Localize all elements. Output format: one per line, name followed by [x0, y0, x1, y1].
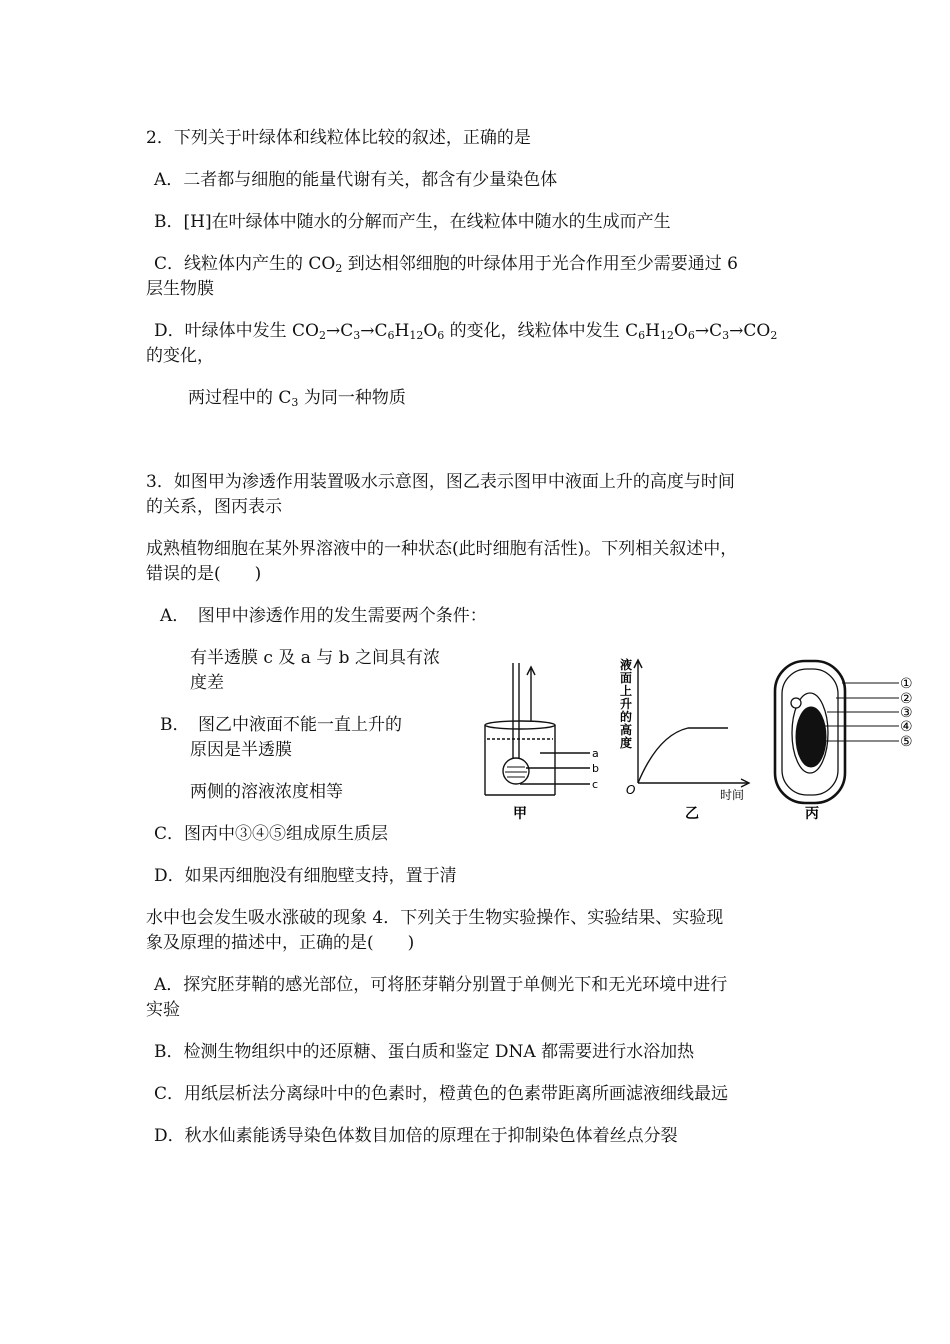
q3-option-b-cont2: 两侧的溶液浓度相等 — [190, 782, 343, 802]
q3-option-a-cont2: 度差 — [190, 673, 224, 693]
q3-option-b: B． 图乙中液面不能一直上升的 — [160, 715, 402, 735]
figure-label-1: ① — [900, 676, 913, 692]
q4-option-a: A．探究胚芽鞘的感光部位，可将胚芽鞘分别置于单侧光下和无光环境中进行 — [154, 975, 728, 995]
figure-yi-origin: O — [626, 783, 636, 797]
q2-option-a: A．二者都与细胞的能量代谢有关，都含有少量染色体 — [154, 170, 558, 190]
q4-stem: 象及原理的描述中，正确的是( ) — [146, 933, 415, 953]
q4-option-a-cont: 实验 — [146, 1000, 180, 1020]
q2-option-d-cont2: 两过程中的 $C_3$ 为同一种物质 — [188, 388, 406, 409]
q3-option-c: C．图丙中③④⑤组成原生质层 — [154, 824, 389, 844]
q2-option-c-cont: 层生物膜 — [146, 279, 214, 299]
q4-option-c: C．用纸层析法分离绿叶中的色素时，橙黄色的色素带距离所画滤液细线最远 — [154, 1084, 729, 1104]
figure-jia-apparatus — [485, 663, 590, 795]
q3-stem-4: 错误的是( ) — [146, 564, 262, 584]
q3-option-d-cont: 水中也会发生吸水涨破的现象 4．下列关于生物实验操作、实验结果、实验现 — [146, 908, 724, 928]
figure-jia-solution-b — [505, 767, 527, 777]
q2-option-c: C．线粒体内产生的 $CO_2$ 到达相邻细胞的叶绿体用于光合作用至少需要通过 6 — [154, 254, 738, 275]
q4-option-b: B．检测生物组织中的还原糖、蛋白质和鉴定 DNA 都需要进行水浴加热 — [154, 1042, 695, 1062]
figure-jia-label: 甲 — [513, 806, 527, 822]
q4-option-d: D．秋水仙素能诱导染色体数目加倍的原理在于抑制染色体着丝点分裂 — [154, 1126, 678, 1146]
figure-yi-label: 乙 — [685, 806, 699, 822]
figure-yi-graph — [634, 660, 749, 787]
q2-option-d-cont: 的变化， — [146, 346, 214, 366]
q3-option-b-cont: 原因是半透膜 — [190, 740, 292, 760]
figure-yi-ylabel: 液面上升的高度 — [620, 658, 633, 750]
figure-yi-curve — [638, 728, 728, 783]
q2-stem: 2．下列关于叶绿体和线粒体比较的叙述，正确的是 — [146, 128, 531, 148]
q3-option-a: A． 图甲中渗透作用的发生需要两个条件： — [160, 606, 487, 626]
q3-stem-1: 3．如图甲为渗透作用装置吸水示意图，图乙表示图甲中液面上升的高度与时间 — [146, 472, 735, 492]
q3-stem-3: 成熟植物细胞在某外界溶液中的一种状态(此时细胞有活性)。下列相关叙述中， — [146, 539, 738, 559]
figure-bing-cell — [775, 661, 899, 803]
figure-bing-label: 丙 — [805, 806, 819, 822]
figure-label-4: ④ — [900, 719, 913, 735]
q3-figure — [480, 655, 920, 830]
q3-option-a-cont: 有半透膜 c 及 a 与 b 之间具有浓 — [190, 648, 440, 668]
figure-label-3: ③ — [900, 705, 913, 721]
figure-label-c: c — [592, 778, 599, 791]
q2-option-d: D．叶绿体中发生 $CO_2\to C_3\to C_6H_{12}O_6$ 的变化，线粒体中发生 $C_6H_{12}O_6\to C_3\to CO_2$ — [154, 321, 778, 342]
q3-stem-2: 的关系，图丙表示 — [146, 497, 282, 517]
q2-option-b: B．[H]在叶绿体中随水的分解而产生，在线粒体中随水的生成而产生 — [154, 212, 671, 232]
figure-label-2: ② — [900, 691, 913, 707]
figure-label-b: b — [592, 762, 599, 775]
figure-label-a: a — [592, 747, 599, 760]
figure-label-5: ⑤ — [900, 734, 913, 750]
q3-option-d: D．如果丙细胞没有细胞壁支持，置于清 — [154, 866, 457, 886]
figure-yi-xlabel: 时间 — [720, 788, 745, 802]
